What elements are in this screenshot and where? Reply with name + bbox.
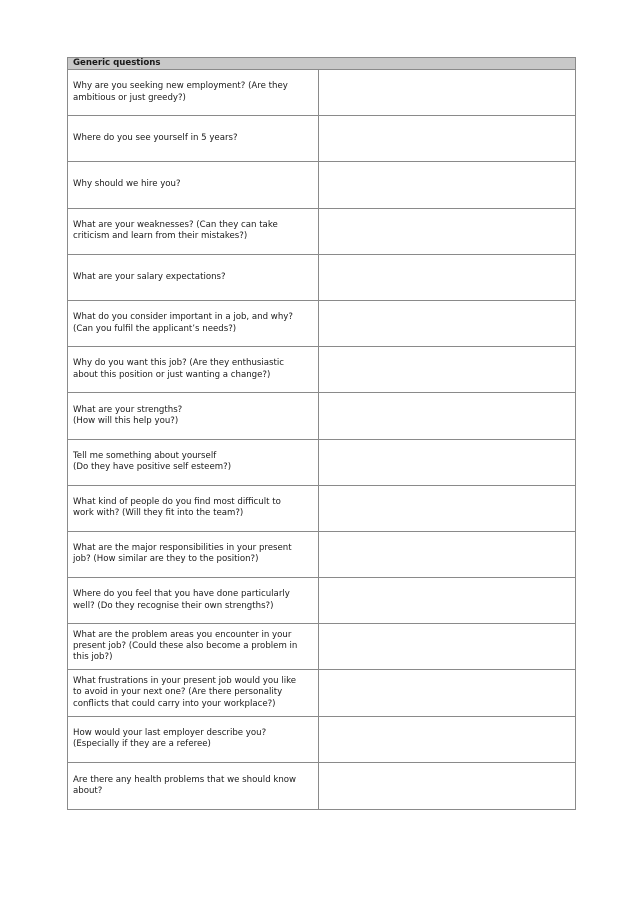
- question-text: What are the problem areas you encounter in your present job? (Could these also become a problem in this job?): [68, 624, 319, 669]
- question-text: Where do you see yourself in 5 years?: [68, 116, 319, 161]
- answer-cell[interactable]: [319, 162, 575, 207]
- table-header: Generic questions: [68, 58, 575, 70]
- question-row: [68, 255, 575, 301]
- question-row: [68, 393, 575, 439]
- question-text: How would your last employer describe you? (Especially if they are a referee): [68, 717, 319, 762]
- question-row: [68, 116, 575, 162]
- question-row: [68, 717, 575, 763]
- answer-cell[interactable]: [319, 624, 575, 669]
- question-row: [68, 162, 575, 208]
- question-text: What are your salary expectations?: [68, 255, 319, 300]
- question-text: Why should we hire you?: [68, 162, 319, 207]
- answer-cell[interactable]: [319, 578, 575, 623]
- answer-cell[interactable]: [319, 70, 575, 115]
- question-row: [68, 70, 575, 116]
- answer-cell[interactable]: [319, 670, 575, 715]
- answer-cell[interactable]: [319, 255, 575, 300]
- answer-cell[interactable]: [319, 440, 575, 485]
- answer-cell[interactable]: [319, 532, 575, 577]
- answer-cell[interactable]: [319, 116, 575, 161]
- question-text: What are the major responsibilities in your present job? (How similar are they to the position?): [68, 532, 319, 577]
- question-row: [68, 347, 575, 393]
- question-row: [68, 486, 575, 532]
- question-row: [68, 624, 575, 670]
- question-text: Where do you feel that you have done particularly well? (Do they recognise their own strengths?): [68, 578, 319, 623]
- question-row: [68, 578, 575, 624]
- answer-cell[interactable]: [319, 763, 575, 809]
- question-text: What are your strengths? (How will this help you?): [68, 393, 319, 438]
- answer-cell[interactable]: [319, 393, 575, 438]
- question-text: What are your weaknesses? (Can they can take criticism and learn from their mistakes?): [68, 209, 319, 254]
- question-row: [68, 209, 575, 255]
- question-text: Are there any health problems that we should know about?: [68, 763, 319, 809]
- answer-cell[interactable]: [319, 486, 575, 531]
- answer-cell[interactable]: [319, 717, 575, 762]
- question-text: What frustrations in your present job would you like to avoid in your next one? (Are there personality conflicts that could carry into your workplace?): [68, 670, 319, 715]
- answer-cell[interactable]: [319, 301, 575, 346]
- answer-cell[interactable]: [319, 209, 575, 254]
- question-row: [68, 532, 575, 578]
- question-row: [68, 301, 575, 347]
- question-text: Why do you want this job? (Are they enthusiastic about this position or just wanting a change?): [68, 347, 319, 392]
- question-text: Tell me something about yourself (Do they have positive self esteem?): [68, 440, 319, 485]
- question-text: What do you consider important in a job, and why? (Can you fulfil the applicant’s needs?): [68, 301, 319, 346]
- generic-questions-table: [67, 57, 576, 810]
- question-row: [68, 440, 575, 486]
- question-row: [68, 763, 575, 809]
- answer-cell[interactable]: [319, 347, 575, 392]
- question-text: Why are you seeking new employment? (Are they ambitious or just greedy?): [68, 70, 319, 115]
- question-row: [68, 670, 575, 716]
- question-text: What kind of people do you find most difficult to work with? (Will they fit into the team?): [68, 486, 319, 531]
